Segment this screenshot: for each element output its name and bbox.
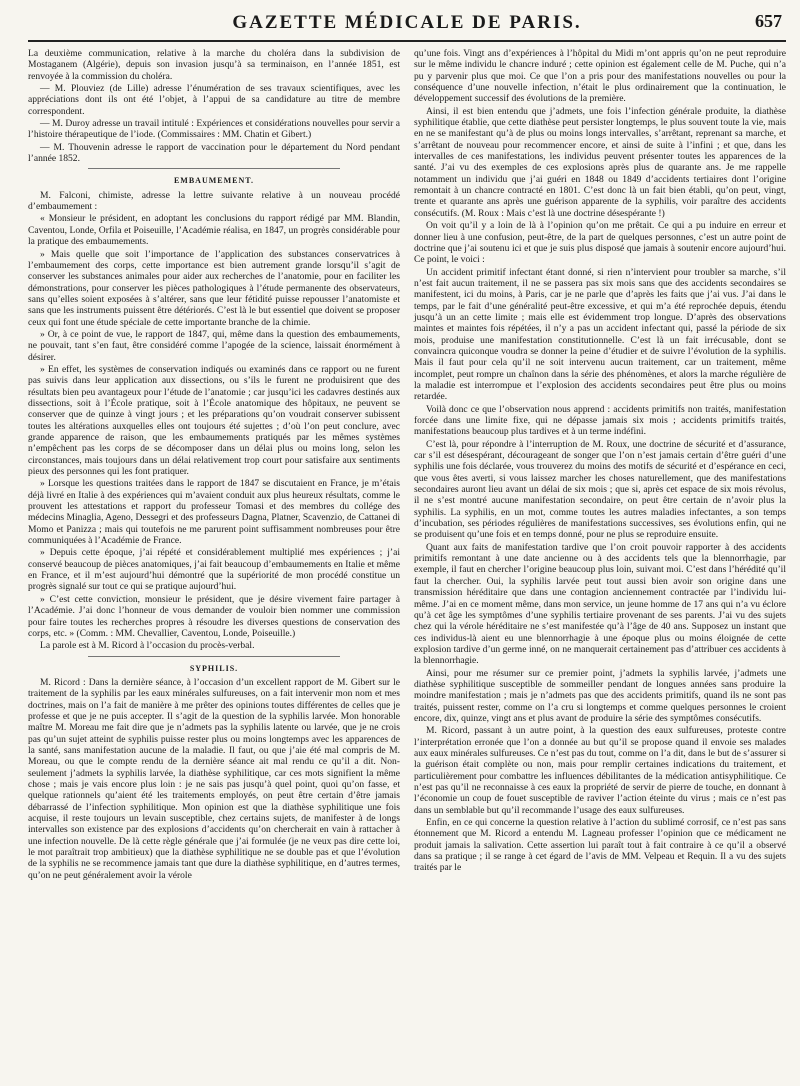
columns xyxy=(28,48,786,882)
paragraph: M. Ricord, passant à un autre point, à la question des eaux sulfureuses, proteste contre l’interprétation erronée que l’on a donnée au but qu’il se propose quand il envoie ses malades aux eaux minérales sulfureuses. Ce n’est pas du tout, comme on l’a dit, dans le but de s’assurer si la guérison était complète ou non, mais pour remplir certaines indications du traitement, et particulièrement pour combattre les influences débilitantes de la médication antisyphilitique. Ce n’est pas qu’il ne reconnaisse à ces eaux la propriété de servir de pierre de touche, en donnant à l’économie un coup de fouet susceptible de raviver l’action éteinte du virus ; mais ce n’est pas dans un semblable but qu’il recommande l’usage des eaux sulfureuses. xyxy=(414,725,786,816)
paragraph: » Lorsque les questions traitées dans le rapport de 1847 se discutaient en France, je m’étais déjà livré en Italie à des expériences qui m’avaient conduit aux plus heureux résultats, comme le prouvent les attestations et rapport du professeur Tomasi et des membres du collége des médecins Minaglia, Ageno, Dessegri et des professeurs Dagna, Platner, Scavenzio, de Cattanei di Momo et Panizza ; mais qui toutefois ne me parurent point suffisamment nombreuses pour être communiquées à l’Académie de France. xyxy=(28,478,400,547)
section-heading-embaumement: EMBAUMEMENT. xyxy=(173,176,255,186)
paragraph: Ainsi, pour me résumer sur ce premier point, j’admets la syphilis larvée, j’admets une diathèse syphilitique susceptible de sommeiller pendant de longues années sans produire la moindre manifestation ; mais je n’admets pas que des accidents primitifs, quand ils ne sont pas traités, puissent rester, comme on l’a cru si longtemps et comme quelques personnes le croient encore, dix, quinze, vingt ans et plus avant de produire la série des symptômes consécutifs. xyxy=(414,667,786,724)
journal-title: GAZETTE MÉDICALE DE PARIS. xyxy=(232,12,582,33)
left-column xyxy=(28,48,400,882)
paragraph: On voit qu’il y a loin de là à l’opinion qu’on me prêtait. Ce qui a pu induire en erreur et donner lieu à une confusion, peut-être, de la part de quelques personnes, c’est un autre point de doctrine que j’ai soutenu ici et que je suis plus disposé que jamais à soutenir encore aujourd’hui. Ce point, le voici : xyxy=(414,220,786,266)
paragraph: La parole est à M. Ricord à l’occasion du procès-verbal. xyxy=(40,640,255,652)
paragraph: » En effet, les systèmes de conservation indiqués ou examinés dans ce rapport ou ne furent pas suivis dans leur application aux dissections, ou s’ils le furent ne produisirent que des résultats bien peu avantageux pour l’étude de l’anatomie ; car jusqu’ici les cadavres destinés aux dissections, soit à l’École pratique, soit à l’École anatomique des hôpitaux, ne peuvent se conserver que de quinze à vingt jours ; et les préparations qu’on voudrait conserver subissent toutes les altérations auxquelles elles ont toujours été sujettes ; d’où l’on peut conclure, avec grande apparence de raison, que les embaumements pratiqués par les mêmes systèmes n’empêchent pas les corps de se décomposer dans un délai plus ou moins long, selon les circonstances, mais toujours dans un délai relativement trop court pour satisfaire aux sentiments pieux des personnes qui les font pratiquer. xyxy=(28,363,400,478)
section-divider xyxy=(88,168,340,169)
paragraph: » Mais quelle que soit l’importance de l’application des substances conservatrices à l’embaumement des corps, cette importance est bien autrement grande lorsqu’il s’agit de conserver les substances animales pour aider aux recherches de l’anatomie, pour en faciliter les démonstrations, pour conserver les pièces pathologiques à l’étude permanente des observateurs, sans qu’elles soient exposées à s’altérer, sans que leur fétidité puisse repousser l’anatomiste et sans que les instruments puissent être détériorés. C’est là le but essentiel que doivent se proposer ceux qui font une étude spéciale de cette importante branche de la chimie. xyxy=(28,248,400,328)
paragraph: C’est là, pour répondre à l’interruption de M. Roux, une doctrine de sécurité et d’assurance, car s’il est désespérant, décourageant de songer que l’on n’est jamais certain d’être guéri d’une syphilis une fois déclarée, vous trouverez du moins des motifs de sécurité et d’espérance en ceci, que vous êtes averti, si vous laissez marcher les choses naturellement, que des manifestations secondaires auront lieu avant un délai de six mois ; que si, après cet espace de six mois révolus, il ne s’est montré aucune manifestation secondaire, on peut être certain de n’avoir plus la syphilis. La syphilis, en un mot, comme toutes les autres maladies infectantes, a son temps d’incubation, ses périodes régulières de manifestations successives, ses évolutions enfin, qui ne se produisent qu’une fois et en temps donné, pour ne plus se reproduire ensuite. xyxy=(414,438,786,541)
right-column xyxy=(414,48,786,882)
paragraph: Quant aux faits de manifestation tardive que l’on croit pouvoir rapporter à des accidents primitifs remontant à une date ancienne ou à des accidents tels que la blennorrhagie, par exemple, il faut en chercher l’origine beaucoup plus loin, suivant moi. C’est dans l’hérédité qu’il faut la chercher. Oui, la syphilis larvée peut tout aussi bien avoir son origine dans une transmission héréditaire que dans une contagion anciennement contractée par l’individu lui-même. J’ai en ce moment même, dans mon service, un jeune homme de 17 ans qui n’a vu éclore qu’à cet âge les symptômes d’une syphilis tertiaire provenant de ses parents. J’ai vu des sujets chez qui la vérole héréditaire ne s’est manifestée qu’à l’âge de 40 ans. Supposez un instant que ces individus-là aient eu une blennorrhagie à une époque plus ou moins éloignée de cette explosion tardive d’un germe inné, on ne manquerait certainement pas d’attribuer ces accidents à la blennorrhagie. xyxy=(414,541,786,667)
paragraph: La deuxième communication, relative à la marche du choléra dans la subdivision de Mostaganem (Algérie), depuis son invasion jusqu’à sa terminaison, en l’année 1851, est renvoyée à la commission du choléra. xyxy=(28,48,400,82)
paragraph: — M. Duroy adresse un travail intitulé : Expériences et considérations nouvelles pour servir a l’histoire thérapeutique de l’iode. (Commissaires : MM. Chatin et Gibert.) xyxy=(28,118,400,141)
paragraph: » Depuis cette époque, j’ai répété et considérablement multiplié mes expériences ; j’ai conservé beaucoup de pièces anatomiques, j’ai fait beaucoup d’embaumements en Italie et même en France, et il m’est aujourd’hui démontré que la supériorité de mon procédé constitue un progrès signalé sur tout ce qui se pratique aujourd’hui. xyxy=(28,547,400,593)
paragraph: Enfin, en ce qui concerne la question relative à l’action du sublimé corrosif, ce n’est pas sans étonnement que M. Ricord a entendu M. Lagneau professer l’opinion que ce médicament ne produit jamais la salivation. Cette assertion lui paraît tout à fait contraire à ce qu’il a observé dans sa pratique ; il se range à cet égard de l’avis de MM. Velpeau et Requin. Il a vu des sujets traités par le xyxy=(414,817,786,874)
page-number: 657 xyxy=(755,11,782,31)
paragraph: M. Falconi, chimiste, adresse la lettre suivante relative à un nouveau procédé d’embaumement : xyxy=(28,189,400,213)
paragraph: » C’est cette conviction, monsieur le président, que je désire vivement faire partager à l’Académie. J’ai donc l’honneur de vous demander de vouloir bien nommer une commission pour faire toutes les recherches propres à résoudre les diverses questions de conservation des corps, etc. » (Comm. : MM. Chevallier, Caventou, Londe, Poiseuille.) xyxy=(28,593,400,639)
section-heading-syphilis: SYPHILIS. xyxy=(189,663,239,673)
paragraph: M. Ricord : Dans la dernière séance, à l’occasion d’un excellent rapport de M. Gibert sur le traitement de la syphilis par les eaux minérales sulfureuses, on a fait intervenir mon nom et mes doctrines, mais on l’a fait de manière à me prêter des opinions toutes différentes de celles que je professe et que je ne puis accepter. Il s’agit de la question de la syphilis larvée. Mon honorable maître M. Moreau me fait dire que je n’admets pas la syphilis latente ou larvée, que je ne crois pas qu’un sujet atteint de syphilis puisse rester plus ou moins longtemps avec les apparences de la santé, sans manifestation aucune de la maladie. Il faut, ou que j’aie été mal compris de M. Moreau, ou que le compte rendu de la dernière séance ait mal rendu ce qu’il a dit. Non-seulement j’admets la syphilis larvée, la diathèse syphilitique, car ces mots signifient la même chose ; mais je vais encore plus loin : je ne sais pas jusqu’à quel point, quoi qu’on fasse, et quelque rationnels qu’aient été les traitements employés, on peut être certain d’être jamais débarrassé de l’infection syphilitique. Mon opinion est que la diathèse syphilitique une fois acquise, il reste toujours un levain susceptible, chez certains sujets, de manifester à de longs intervalles son existence par des explosions d’accidents qu’on chercherait en vain à rattacher à une infection nouvelle. De là cette règle générale que j’ai formulée (je ne veux pas dire cette loi, le mot paraîtrait trop ambitieux) que la diathèse syphilitique ne se double pas et que l’évolution de la syphilis ne se recommence jamais tant que dure la diathèse syphilitique, en d’autres termes, qu’on ne peut généralement avoir la vérole xyxy=(28,676,400,881)
paragraph: qu’une fois. Vingt ans d’expériences à l’hôpital du Midi m’ont appris qu’on ne peut reproduire sur le même individu le chancre induré ; cette opinion est également celle de M. Puche, qui n’a pu y parvenir plus que moi. Ce que l’on a pris pour des manifestations nouvelles ou pour la conséquence d’une nouvelle infection, n’était le plus ordinairement que la continuation, le développement successif des évolutions de la première. xyxy=(414,48,786,105)
masthead xyxy=(28,0,786,42)
paragraph: — M. Thouvenin adresse le rapport de vaccination pour le département du Nord pendant l’année 1852. xyxy=(28,141,400,165)
paragraph: « Monsieur le président, en adoptant les conclusions du rapport rédigé par MM. Blandin, Caventou, Londe, Orfila et Poiseuille, l’Académie réalisa, en 1847, un progrès considérable pour la pratique des embaumements. xyxy=(28,213,400,248)
paragraph: » Or, à ce point de vue, le rapport de 1847, qui, même dans la question des embaumements, ne pouvait, tant s’en faut, être considéré comme l’apogée de la science, laissait énormément à désirer. xyxy=(28,328,400,363)
paragraph: — M. Plouviez (de Lille) adresse l’énumération de ses travaux scientifiques, avec les appréciations dont ils ont été l’objet, à l’appui de sa candidature au titre de membre correspondent. xyxy=(28,83,400,117)
paragraph: Un accident primitif infectant étant donné, si rien n’intervient pour troubler sa marche, s’il n’est fait aucun traitement, il ne se passera pas six mois sans que des accidents secondaires se manifestent, ici du moins, à Paris, car je ne parle que d’après les faits que j’ai vus. J’ai dans le temps, par le fait d’une généralité peut-être excessive, et qui m’a été reprochée depuis, étendu jusqu’à un an cette limite ; mais elle est évidemment trop longue. D’après des observations maintes et maintes fois répétées, il n’y a pas un accident infectant qui, passé la période de six mois, produise une manifestation constitutionnelle. C’est là un fait irrécusable, dont se convaincra quiconque voudra se donner la peine d’étudier et de suivre l’évolution de la syphilis. Mais il faut pour cela qu’il ne soit intervenu aucun traitement, car un traitement, même incomplet, peut rompre un chaînon dans la série des phénomènes, et alors la marche régulière de la maladie est interrompue et l’explosion des accidents secondaires peut être plus ou moins retardée. xyxy=(414,266,786,403)
paragraph: Voilà donc ce que l’observation nous apprend : accidents primitifs non traités, manifestation forcée dans une limite fixe, qui ne dépasse jamais six mois ; accidents primitifs traités, manifestations beaucoup plus tardives et à un terme indéfini. xyxy=(414,403,786,438)
section-divider xyxy=(88,656,340,657)
paragraph: Ainsi, il est bien entendu que j’admets, une fois l’infection générale produite, la diathèse syphilitique établie, que cette diathèse peut persister longtemps, le plus souvent toute la vie, mais en ne se manifestant qu’à de plus ou moins longs intervalles, s’arrêtant, reprenant sa marche, et s’arrêtant de nouveau pour recommencer encore, et ainsi de suite à l’infini ; et que, dans les intervalles de ces manifestations, les individus peuvent présenter toutes les apparences de la santé. J’ai vu des exemples de ces explosions après plus de quarante ans. Je me rappelle notamment un individu que j’ai guéri en 1848 ou 1849 d’accidents tertiaires dont l’origine remontait à un chancre contracté en 1801. C’est donc là un fait bien établi, qu’on peut, vingt, trente et quarante ans après une guérison apparente de la syphilis, voir paraître des accidents consécutifs. (M. Roux : Mais c’est là une doctrine désespérante !) xyxy=(414,105,786,219)
